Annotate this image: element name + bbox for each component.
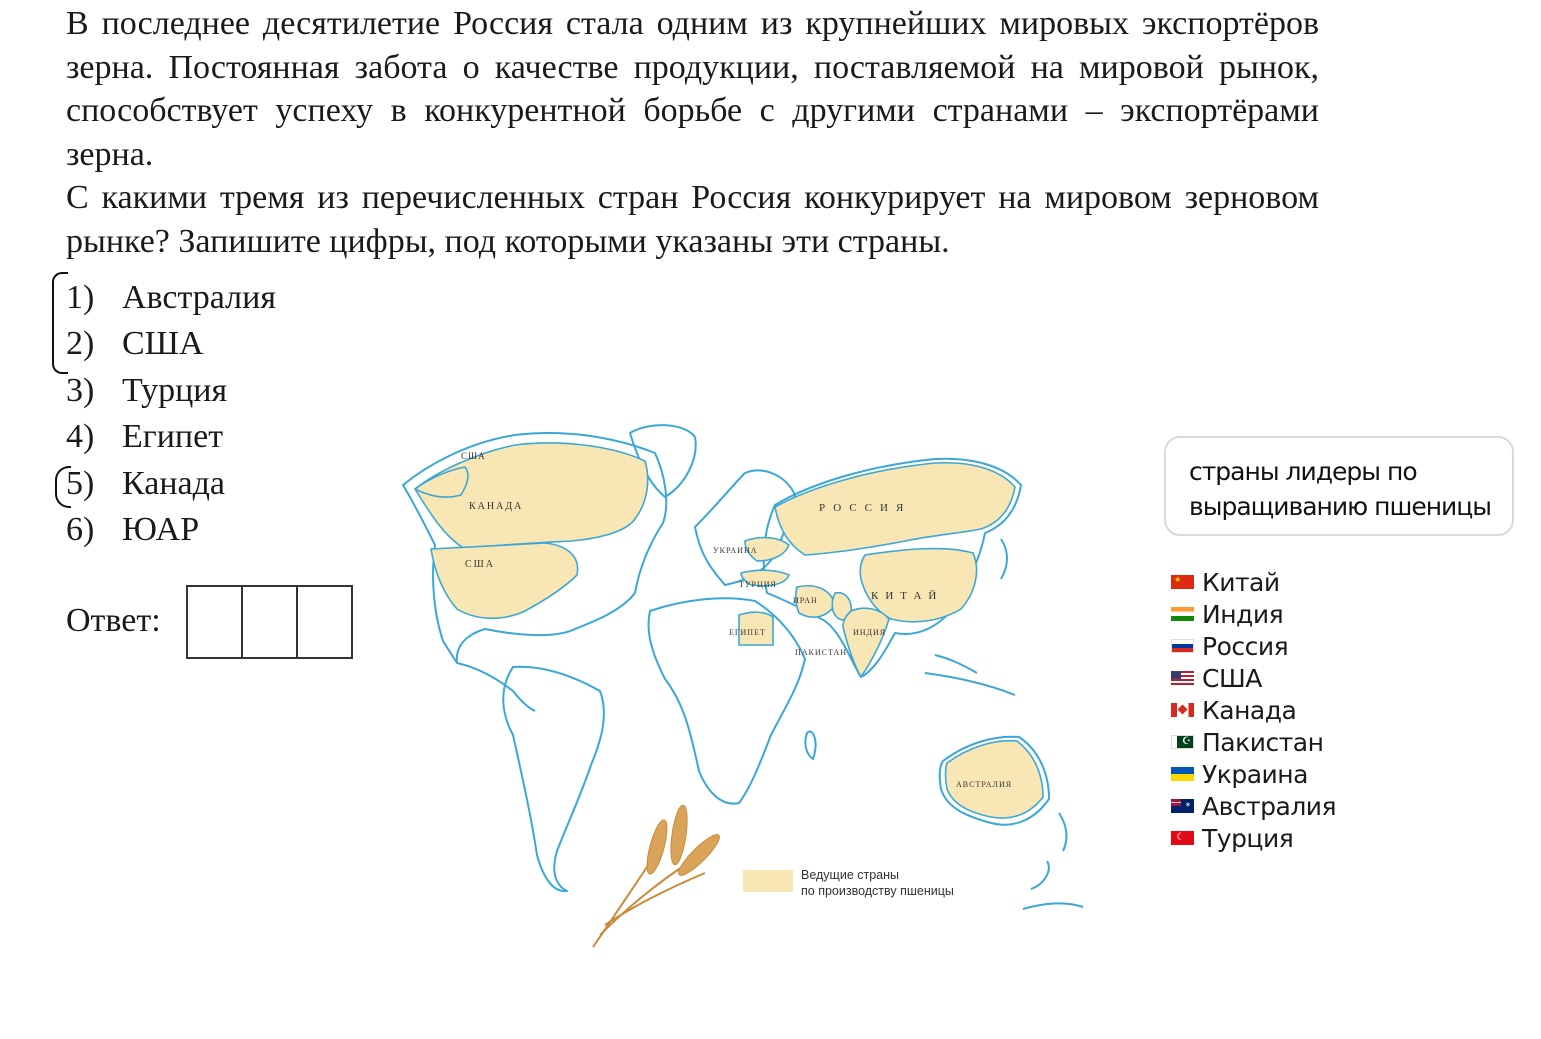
question-text — [66, 2, 1319, 263]
turkey-flag-icon: ☾ — [1171, 831, 1194, 845]
australia-flag-icon: ✶ — [1171, 799, 1194, 813]
madagascar-outline — [805, 732, 815, 759]
wheat-leaders-note — [1164, 436, 1514, 536]
map-label-china: КИТАЙ — [871, 590, 944, 602]
africa-outline — [648, 598, 805, 803]
answer-cell-2[interactable] — [243, 587, 298, 657]
leader-china — [1171, 566, 1336, 598]
china-flag-icon: ★ — [1171, 575, 1194, 589]
leader-russia — [1171, 630, 1336, 662]
option-number: 5) — [66, 465, 95, 502]
leader-name: Австралия — [1202, 791, 1337, 821]
wheat-leaders-list — [1171, 566, 1336, 854]
leader-name: Китай — [1202, 567, 1280, 597]
option-label: Канада — [122, 465, 225, 502]
answer-cell-1[interactable] — [188, 587, 243, 657]
leader-australia — [1171, 790, 1336, 822]
option-number: 1) — [66, 279, 95, 316]
india-flag-icon — [1171, 607, 1194, 621]
handwritten-bracket-mark — [52, 272, 68, 374]
indonesia-outline — [925, 655, 1015, 695]
map-label-pakistan: ПАКИСТАН — [795, 648, 848, 657]
leader-name: Индия — [1202, 599, 1284, 629]
wheat-icon — [593, 804, 724, 947]
japan-outline — [1001, 539, 1007, 579]
leader-pakistan — [1171, 726, 1336, 758]
option-number: 3) — [66, 372, 95, 409]
map-label-russia: РОССИЯ — [819, 502, 912, 514]
leader-name: США — [1202, 663, 1262, 693]
leader-name: Канада — [1202, 695, 1297, 725]
canada-flag-icon — [1171, 703, 1194, 717]
south-america-outline — [503, 667, 604, 891]
option-number: 4) — [66, 418, 95, 455]
question-intro: В последнее десятилетие Россия стала одним из крупнейших мировых экспортёров зерна. Постоянная забота о качестве продукции, поставляемой на мировой рынок, способствует успеху в конкурентной борьбе с другими странами – экспортёрами зерна. — [66, 5, 1319, 173]
map-label-australia: АВСТРАЛИЯ — [956, 780, 1013, 789]
leader-name: Россия — [1202, 631, 1289, 661]
new-zealand-outline — [1031, 813, 1066, 889]
india-shape — [843, 608, 889, 677]
option-label: Австралия — [122, 279, 276, 316]
map-label-iran: ИРАН — [793, 596, 818, 605]
map-legend-line1: Ведущие страны — [801, 868, 900, 882]
russia-flag-icon — [1171, 639, 1194, 653]
note-line-2: выращиванию пшеницы — [1189, 492, 1492, 521]
pakistan-flag-icon: ☪ — [1171, 735, 1194, 749]
map-label-usa-alaska: США — [461, 451, 486, 461]
central-america-outline — [457, 663, 535, 711]
europe-outline — [695, 470, 795, 585]
leader-name: Турция — [1202, 823, 1294, 853]
antarctica-fragment — [1023, 903, 1083, 909]
usa-flag-icon — [1171, 671, 1194, 685]
map-label-ukraine: УКРАИНА — [713, 546, 758, 555]
option-label: Египет — [122, 418, 224, 455]
answer-box — [186, 585, 353, 659]
leader-canada — [1171, 694, 1336, 726]
map-label-canada: КАНАДА — [469, 501, 524, 512]
option-number: 6) — [66, 511, 95, 548]
leader-india — [1171, 598, 1336, 630]
note-line-1: страны лидеры по — [1189, 457, 1417, 486]
leader-ukraine — [1171, 758, 1336, 790]
world-map — [395, 415, 1095, 955]
map-legend-line2: по производству пшеницы — [801, 884, 954, 898]
map-label-turkey: ТУРЦИЯ — [739, 580, 777, 589]
option-label: США — [122, 325, 204, 362]
map-label-usa: США — [465, 559, 495, 570]
leader-name: Пакистан — [1202, 727, 1324, 757]
leader-name: Украина — [1202, 759, 1308, 789]
option-number: 2) — [66, 325, 95, 362]
map-legend-swatch — [743, 870, 793, 892]
leader-turkey — [1171, 822, 1336, 854]
answer-cell-3[interactable] — [298, 587, 351, 657]
answer-label: Ответ: — [66, 602, 161, 639]
option-label: Турция — [122, 372, 228, 409]
map-label-egypt: ЕГИПЕТ — [729, 628, 766, 637]
map-label-india: ИНДИЯ — [853, 628, 887, 637]
option-label: ЮАР — [122, 511, 200, 548]
ukraine-flag-icon — [1171, 767, 1194, 781]
handwritten-bracket-mark — [55, 466, 71, 508]
question-prompt: С какими тремя из перечисленных стран Россия конкурирует на мировом зерновом рынке? Запишите цифры, под которыми указаны эти страны. — [66, 179, 1319, 260]
usa-shape — [431, 543, 578, 618]
leader-usa — [1171, 662, 1336, 694]
